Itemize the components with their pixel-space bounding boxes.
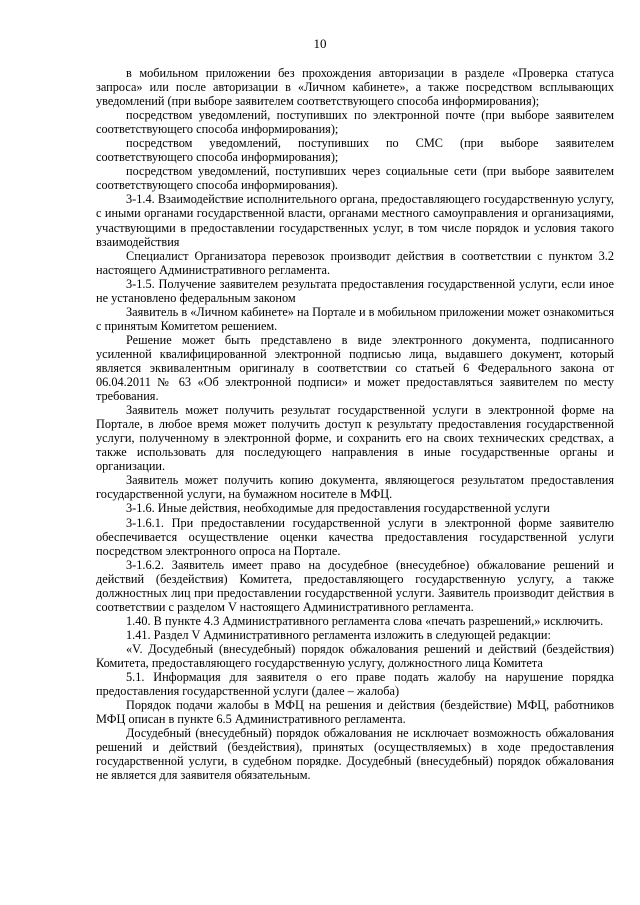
paragraph-3: посредством уведомлений, поступивших по СМС (при выборе заявителем соответствующего способа информирования); (96, 136, 614, 165)
section-heading-3-1-5: 3-1.5. Получение заявителем результата предоставления государственной услуги, если иное не установлено федеральным законом (96, 276, 614, 305)
paragraph-11: Заявитель может получить копию документа, являющегося результатом предоставления государственной услуги, на бумажном носителе в МФЦ. (96, 473, 614, 502)
paragraph-9: Решение может быть представлено в виде электронного документа, подписанного усиленной квалифицированной электронной подписью лица, выдавшего документ, который является эквивалентным оригиналу в соответствии со статьей 6 Федерального закона от 06.04.2011 № 63 «Об электронной подписи» и может предоставляться заявителем по месту требования. (96, 332, 614, 404)
paragraph-20: Досудебный (внесудебный) порядок обжалования не исключает возможность обжалования решений и действий (бездействия), принятых (осуществляемых) в ходе предоставления государственной услуги, в судебном порядке. Досудебный (внесудебный) порядок обжалования не является для заявителя обязательным. (96, 726, 614, 783)
section-heading-v: «V. Досудебный (внесудебный) порядок обжалования решений и действий (бездействия) Комитета, предоставляющего государственную услугу, должностного лица Комитета (96, 641, 614, 670)
section-heading-5-1: 5.1. Информация для заявителя о его праве подать жалобу на нарушение порядка предоставления государственной услуги (далее – жалоба) (96, 670, 614, 699)
section-heading-3-1-4: 3-1.4. Взаимодействие исполнительного органа, предоставляющего государственную услугу, с иными органами государственной власти, органами местного самоуправления и организациями, участвующими в предоставлении государственных услуг, в том числе порядок и условия такого взаимодействия (96, 192, 614, 249)
paragraph-1: в мобильном приложении без прохождения авторизации в разделе «Проверка статуса запроса» или после авторизации в «Личном кабинете», а также посредством всплывающих уведомлений (при выборе заявителем соответствующего способа информирования); (96, 66, 614, 109)
paragraph-15: 1.40. В пункте 4.3 Административного регламента слова «печать разрешений,» исключить. (126, 613, 604, 628)
paragraph-8: Заявитель в «Личном кабинете» на Портале и в мобильном приложении может ознакомиться с принятым Комитетом решением. (96, 304, 614, 333)
paragraph-10: Заявитель может получить результат государственной услуги в электронной форме на Портале, в любое время может получить доступ к результату предоставления государственной услуги, полученному в электронной форме, и сохранить его на своих технических средствах, а также использовать для последующего направления в иные государственные органы и организации. (96, 403, 614, 474)
document-body (96, 66, 614, 782)
page-number: 10 (313, 36, 327, 51)
section-heading-3-1-6: 3-1.6. Иные действия, необходимые для предоставления государственной услуги (126, 501, 550, 516)
paragraph-13: 3-1.6.1. При предоставлении государственной услуги в электронной форме заявителю обеспечивается осуществление оценки качества предоставления государственной услуги посредством электронного опроса на Портале. (96, 515, 614, 558)
paragraph-6: Специалист Организатора перевозок производит действия в соответствии с пунктом 3.2 настоящего Административного регламента. (96, 248, 614, 277)
paragraph-16: 1.41. Раздел V Административного регламента изложить в следующей редакции: (126, 627, 551, 642)
paragraph-4: посредством уведомлений, поступивших через социальные сети (при выборе заявителем соответствующего способа информирования). (96, 164, 614, 193)
paragraph-19: Порядок подачи жалобы в МФЦ на решения и действия (бездействие) МФЦ, работников МФЦ описан в пункте 6.5 Административного регламента. (96, 698, 614, 727)
paragraph-2: посредством уведомлений, поступивших по электронной почте (при выборе заявителем соответствующего способа информирования); (96, 108, 614, 137)
paragraph-14: 3-1.6.2. Заявитель имеет право на досудебное (внесудебное) обжалование решений и действий (бездействия) Комитета, предоставляющего государственную услугу, а также должностных лиц при предоставлении государственной услуги. Заявитель производит действия в соответствии с разделом V настоящего Административного регламента. (96, 557, 614, 614)
